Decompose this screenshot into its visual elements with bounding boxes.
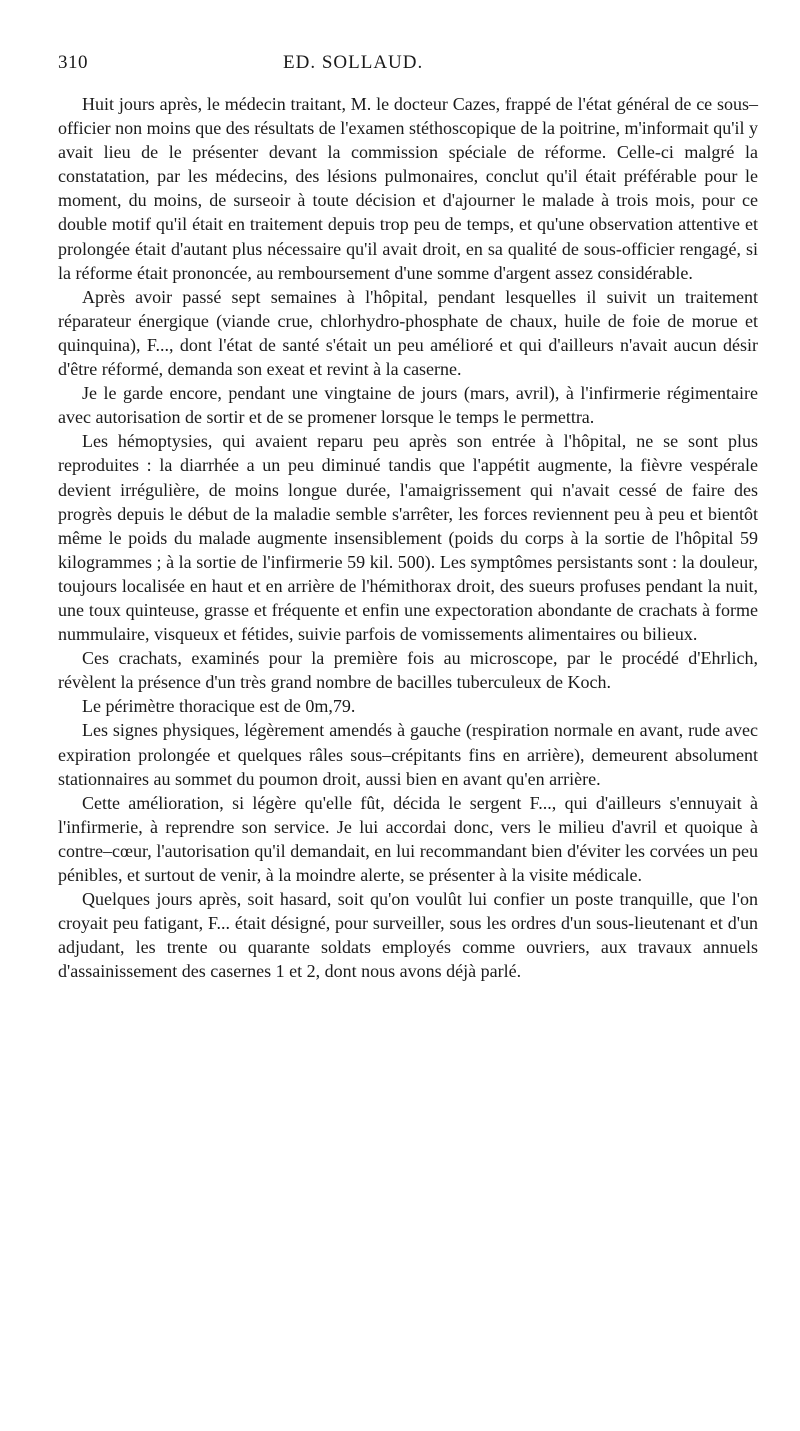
paragraph: Les hémoptysies, qui avaient reparu peu après son entrée à l'hôpital, ne se sont plus reproduites : la diarrhée a un peu diminué tandis que l'appétit augmente, la fièvre vespérale devient irrégulière, de moins longue durée, l'amaigrissement qui n'avait cessé de faire des progrès depuis le début de la maladie semble s'arrêter, les forces reviennent peu à peu et bientôt même le poids du malade augmente insensiblement (poids du corps à la sortie de l'hôpital 59 kilogrammes ; à la sortie de l'infirmerie 59 kil. 500). Les symptômes persistants sont : la douleur, toujours localisée en haut et en arrière de l'hémithorax droit, des sueurs profuses pendant la nuit, une toux quinteuse, grasse et fréquente et enfin une expectoration abondante de crachats à forme nummulaire, visqueux et fétides, suivie parfois de vomissements alimentaires ou bilieux.: [58, 431, 758, 645]
paragraph: Cette amélioration, si légère qu'elle fût, décida le sergent F..., qui d'ailleurs s'ennuyait à l'infirmerie, à reprendre son service. Je lui accordai donc, vers le milieu d'avril et quoique à contre–cœur, l'autorisation qu'il demandait, en lui recommandant bien d'éviter les corvées un peu pénibles, et surtout de venir, à la moindre alerte, se présenter à la visite médicale.: [58, 792, 758, 885]
paragraph: Ces crachats, examinés pour la première fois au microscope, par le procédé d'Ehrlich, révèlent la présence d'un très grand nombre de bacilles tuberculeux de Koch.: [58, 648, 758, 693]
paragraph: Quelques jours après, soit hasard, soit qu'on voulût lui confier un poste tranquille, que l'on croyait peu fatigant, F... était désigné, pour surveiller, sous les ordres d'un sous-lieutenant et d'un adjudant, les trente ou quarante soldats employés comme ouvriers, aux travaux annuels d'assainissement des casernes 1 et 2, dont nous avons déjà parlé.: [58, 889, 758, 982]
paragraph: Le périmètre thoracique est de 0m,79.: [82, 696, 356, 717]
paragraph: Je le garde encore, pendant une vingtaine de jours (mars, avril), à l'infirmerie régimentaire avec autorisation de sortir et de se promener lorsque le temps le permettra.: [58, 383, 758, 428]
paragraph: Les signes physiques, légèrement amendés à gauche (respiration normale en avant, rude avec expiration prolongée et quelques râles sous–crépitants fins en arrière), demeurent absolument stationnaires au sommet du poumon droit, aussi bien en avant qu'en arrière.: [58, 720, 758, 789]
book-page: [58, 52, 758, 983]
running-head: [58, 52, 758, 86]
paragraph: Huit jours après, le médecin traitant, M. le docteur Cazes, frappé de l'état général de ce sous–officier non moins que des résultats de l'examen stéthoscopique de la poitrine, m'informait qu'il y avait lieu de le présenter devant la commission spéciale de réforme. Celle-ci malgré la constatation, par les médecins, des lésions pulmonaires, conclut qu'il était préférable pour le moment, du moins, de surseoir à toute décision et d'ajourner le malade à trois mois, pour ce double motif qu'il était en traitement depuis trop peu de temps, et qu'une observation attentive et prolongée était d'autant plus nécessaire qu'il avait droit, en sa qualité de sous-officier rengagé, si la réforme était prononcée, au remboursement d'une somme d'argent assez considérable.: [58, 94, 758, 283]
page-number: 310: [58, 52, 88, 73]
body-text: [58, 92, 758, 983]
running-head-author: ED. SOLLAUD.: [283, 52, 424, 73]
paragraph: Après avoir passé sept semaines à l'hôpital, pendant lesquelles il suivit un traitement réparateur énergique (viande crue, chlorhydro-phosphate de chaux, huile de foie de morue et quinquina), F..., dont l'état de santé s'était un peu amélioré et qui d'ailleurs n'avait aucun désir d'être réformé, demanda son exeat et revint à la caserne.: [58, 286, 758, 380]
